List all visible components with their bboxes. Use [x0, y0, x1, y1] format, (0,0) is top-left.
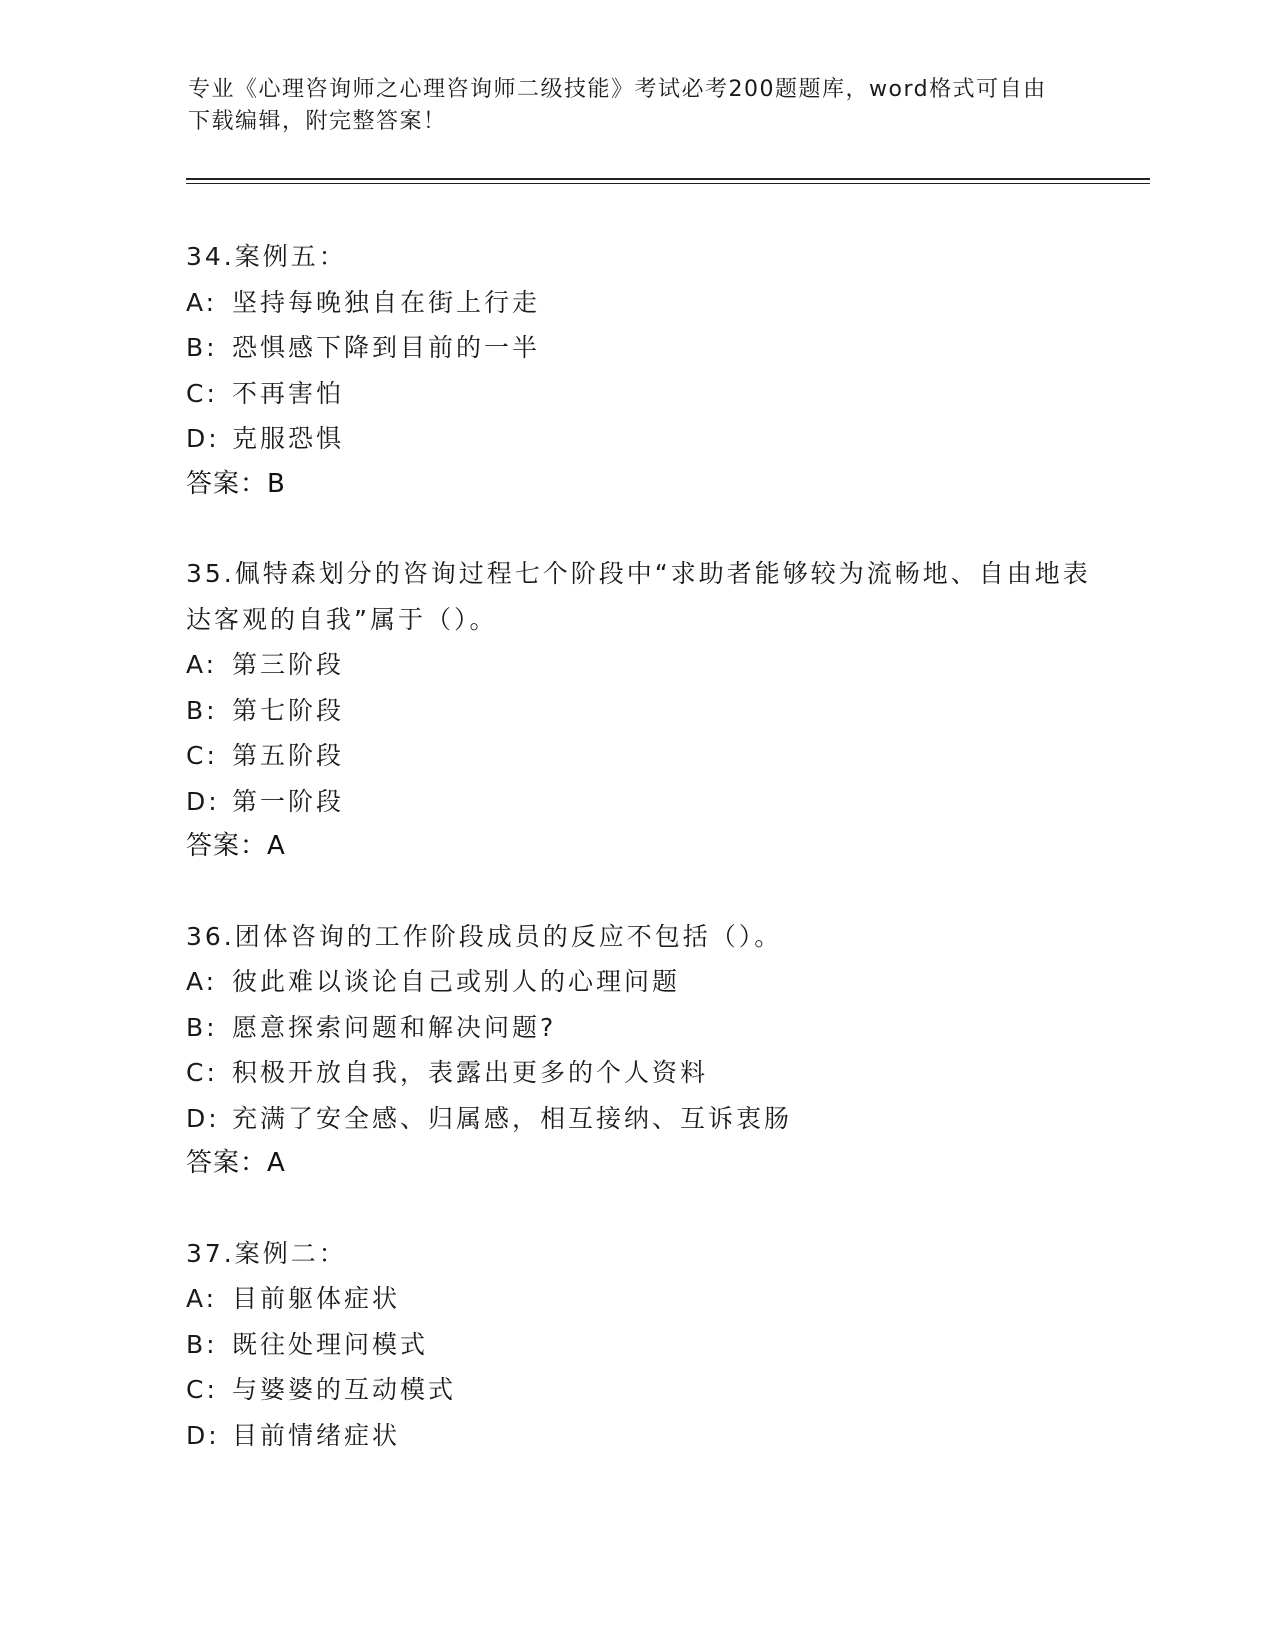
question-34 — [186, 234, 1106, 507]
option-text: 彼此难以谈论自己或别人的心理问题 — [232, 967, 681, 996]
option-key: C: — [186, 378, 218, 408]
question-number: 37. — [186, 1238, 235, 1268]
option-text: 愿意探索问题和解决问题? — [232, 1012, 557, 1042]
header-divider-thin — [186, 183, 1150, 184]
option-b — [186, 325, 1106, 371]
option-d — [186, 1413, 1106, 1459]
answer-line: 答案：B — [186, 468, 286, 499]
answer-line: 答案：A — [186, 831, 286, 861]
option-key: A: — [186, 967, 218, 996]
question-stem — [186, 551, 1106, 642]
question-list — [186, 234, 1106, 1502]
option-text: 第五阶段 — [232, 741, 345, 770]
question-stem — [186, 914, 1106, 960]
question-text: 佩特森划分的咨询过程七个阶段中“求助者能够较为流畅地、自由地表达客观的自我”属于（）。 — [186, 559, 1091, 634]
question-number: 36. — [186, 921, 235, 951]
question-text: 案例二： — [234, 1238, 347, 1268]
option-d — [186, 1096, 1106, 1142]
question-stem — [186, 1231, 1106, 1277]
question-number: 35. — [186, 559, 235, 588]
option-d — [186, 779, 1106, 825]
option-text: 第七阶段 — [232, 695, 345, 725]
option-c — [186, 1367, 1106, 1413]
option-a — [186, 959, 1106, 1005]
option-text: 不再害怕 — [232, 378, 345, 408]
option-b — [186, 688, 1106, 734]
option-c — [186, 1050, 1106, 1096]
option-a — [186, 1276, 1106, 1322]
option-key: C: — [186, 1375, 218, 1404]
option-text: 克服恐惧 — [232, 424, 345, 453]
option-text: 目前躯体症状 — [232, 1284, 401, 1313]
question-stem — [186, 234, 1106, 280]
option-b — [186, 1322, 1106, 1368]
option-c — [186, 371, 1106, 417]
option-text: 与婆婆的互动模式 — [232, 1375, 457, 1404]
option-key: A: — [186, 287, 218, 317]
option-key: B: — [186, 1329, 218, 1359]
option-key: C: — [186, 1058, 218, 1087]
question-text: 案例五： — [234, 242, 347, 271]
option-key: B: — [186, 695, 218, 725]
question-text: 团体咨询的工作阶段成员的反应不包括（）。 — [234, 921, 783, 951]
option-text: 既往处理问模式 — [232, 1329, 429, 1359]
option-key: D: — [186, 1420, 220, 1450]
option-b — [186, 1005, 1106, 1051]
option-c — [186, 733, 1106, 779]
question-35 — [186, 551, 1106, 870]
option-key: B: — [186, 1012, 218, 1042]
question-36 — [186, 914, 1106, 1187]
option-key: C: — [186, 741, 218, 770]
option-text: 积极开放自我，表露出更多的个人资料 — [232, 1058, 709, 1087]
option-text: 恐惧感下降到目前的一半 — [232, 333, 541, 362]
option-a — [186, 642, 1106, 688]
option-key: A: — [186, 650, 218, 679]
option-text: 第三阶段 — [232, 650, 345, 679]
option-key: D: — [186, 1103, 220, 1133]
answer-line: 答案：A — [186, 1148, 286, 1178]
option-d — [186, 416, 1106, 462]
option-text: 目前情绪症状 — [232, 1420, 401, 1450]
document-header: 专业《心理咨询师之心理咨询师二级技能》考试必考200题题库，word格式可自由下载编辑，附完整答案！ — [188, 77, 1047, 134]
option-text: 充满了安全感、归属感，相互接纳、互诉衷肠 — [232, 1103, 793, 1133]
header-divider — [186, 178, 1150, 180]
option-key: D: — [186, 424, 220, 453]
question-37 — [186, 1231, 1106, 1459]
option-key: D: — [186, 786, 220, 816]
option-key: A: — [186, 1284, 218, 1313]
option-text: 坚持每晚独自在街上行走 — [232, 287, 541, 317]
question-number: 34. — [186, 242, 235, 271]
option-a — [186, 280, 1106, 326]
option-text: 第一阶段 — [232, 786, 345, 816]
option-key: B: — [186, 333, 218, 362]
